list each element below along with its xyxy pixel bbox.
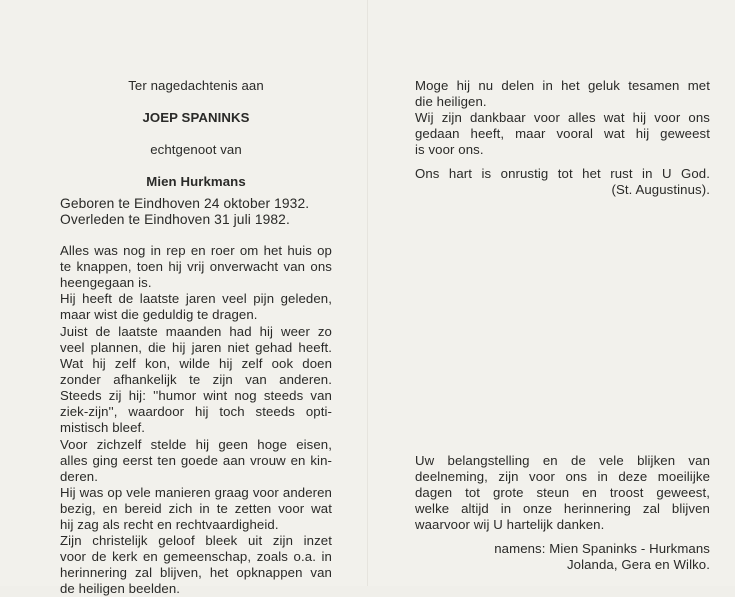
- text-line: Juist de laatste maanden had hij weer zo: [60, 324, 332, 339]
- text-line: te knappen, toen hij vrij onverwacht van ons: [60, 259, 332, 274]
- text-line: herinnering zal blijven, het opknappen van: [60, 565, 332, 580]
- text-line: heengegaan is.: [60, 275, 152, 290]
- text-line: die heiligen.: [415, 94, 487, 109]
- text-line: welke altijd in onze herinnering zal blijven: [415, 501, 710, 516]
- death-line: Overleden te Eindhoven 31 juli 1982.: [60, 212, 290, 227]
- text-line: waarvoor wij U hartelijk danken.: [415, 517, 605, 532]
- text-line: Moge hij nu delen in het geluk tesamen met: [415, 78, 710, 93]
- spouse-name: Mien Hurkmans: [146, 174, 246, 189]
- text-line: Wij zijn dankbaar voor alles wat hij voor ons: [415, 110, 710, 125]
- text-line: Hij was op vele manieren graag voor anderen: [60, 485, 332, 500]
- text-line: Wat hij zelf kon, wilde hij zelf ook doen: [60, 356, 332, 371]
- text-line: de heiligen beelden.: [60, 581, 181, 596]
- text-line: zonder afhankelijk te zijn van anderen.: [60, 372, 332, 387]
- text-line: voor de kerk en gemeenschap, zoals o.a. in: [60, 549, 332, 564]
- text-line: Steeds zij hij: ''humor wint nog steeds van: [60, 388, 332, 403]
- text-line: Voor zichzelf stelde hij geen hoge eisen,: [60, 437, 332, 452]
- text-line: deelneming, zijn voor ons in deze moeilijke: [415, 469, 710, 484]
- text-line: mistisch bleef.: [60, 420, 146, 435]
- signature-line-2: Jolanda, Gera en Wilko.: [566, 557, 710, 572]
- text-line: hij zag als recht en rechtvaardigheid.: [60, 517, 279, 532]
- card-fold: [367, 0, 368, 586]
- relation-text: echtgenoot van: [150, 142, 242, 157]
- text-line: is voor ons.: [415, 142, 484, 157]
- text-line: alles ging eerst ten goede aan vrouw en kin-: [60, 453, 332, 468]
- text-line: ziek-zijn'', waardoor hij toch steeds opti-: [60, 404, 332, 419]
- quote-source: (St. Augustinus).: [611, 182, 710, 197]
- text-line: Uw belangstelling en de vele blijken van: [415, 453, 710, 468]
- text-line: gedaan heeft, maar vooral wat hij geweest: [415, 126, 710, 141]
- birth-line: Geboren te Eindhoven 24 oktober 1932.: [60, 196, 310, 211]
- text-line: Hij heeft de laatste jaren veel pijn geleden,: [60, 291, 332, 306]
- signature-line-1: namens: Mien Spaninks - Hurkmans: [494, 541, 710, 556]
- text-line: bezig, en bereid zich in te zetten voor wat: [60, 501, 332, 516]
- intro-text: Ter nagedachtenis aan: [128, 78, 264, 93]
- text-line: Alles was nog in rep en roer om het huis op: [60, 243, 332, 258]
- deceased-name: JOEP SPANINKS: [142, 110, 250, 125]
- quote-text: Ons hart is onrustig tot het rust in U God.: [415, 166, 710, 181]
- text-line: maar wist die geduldig te dragen.: [60, 307, 258, 322]
- text-line: deren.: [60, 469, 98, 484]
- text-line: Zijn christelijk geloof bleek uit zijn inzet: [60, 533, 332, 548]
- text-line: veel plannen, die hij jaren niet gehad heeft.: [60, 340, 332, 355]
- text-line: dagen tot grote steun en troost geweest,: [415, 485, 710, 500]
